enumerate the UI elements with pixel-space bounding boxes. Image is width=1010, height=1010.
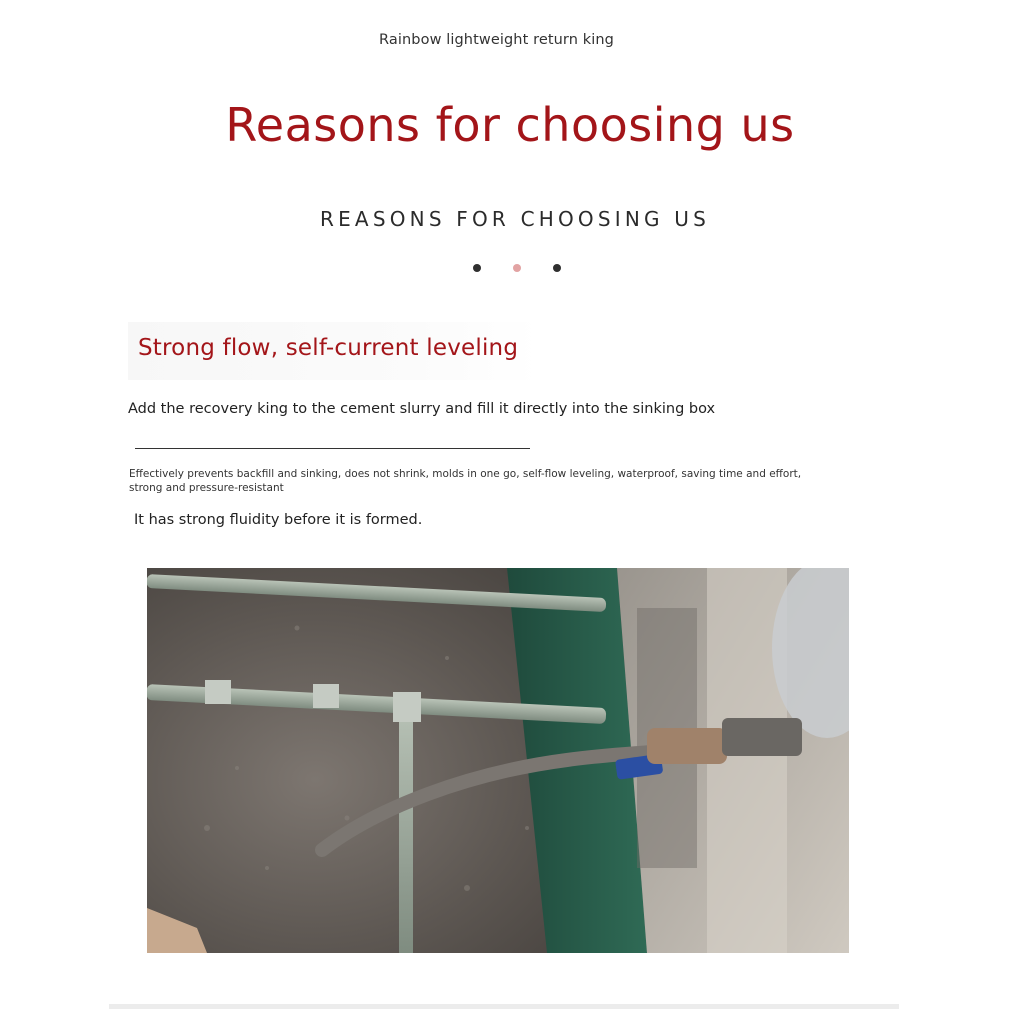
note-text: It has strong fluidity before it is formed.	[134, 512, 423, 528]
dot-right	[553, 264, 561, 272]
page-title: Reasons for choosing us	[225, 98, 795, 152]
decorative-dots	[0, 264, 1010, 272]
brand-name: Rainbow lightweight return king	[379, 32, 614, 48]
page-subtitle: REASONS FOR CHOOSING US	[320, 207, 710, 231]
footer-divider	[109, 1004, 899, 1009]
dot-left	[473, 264, 481, 272]
detail-text: Effectively prevents backfill and sinking, does not shrink, molds in one go, self-flow leveling, waterproof, saving time and effort, strong and pressure-resistant	[129, 468, 802, 494]
pipe-vertical	[399, 700, 413, 953]
product-photo	[147, 568, 849, 953]
intro-text: Add the recovery king to the cement slurry and fill it directly into the sinking box	[128, 401, 716, 417]
divider	[135, 448, 530, 449]
dot-middle	[513, 264, 521, 272]
section-heading: Strong flow, self-current leveling	[138, 335, 519, 361]
